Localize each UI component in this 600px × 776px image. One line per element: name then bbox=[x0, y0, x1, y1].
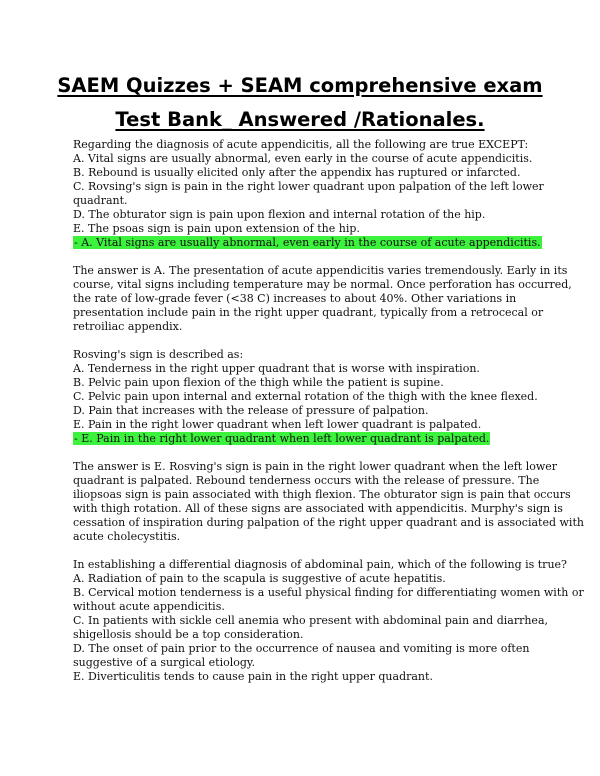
document-title-line-1: SAEM Quizzes + SEAM comprehensive exam bbox=[57, 74, 543, 97]
q1-option-e: E. The psoas sign is pain upon extension of the hip. bbox=[73, 222, 360, 235]
q2-answer-highlight: - E. Pain in the right lower quadrant when left lower quadrant is palpated. bbox=[74, 432, 490, 445]
q2-rationale-line: cessation of inspiration during palpation of the right upper quadrant and is associated with bbox=[73, 516, 584, 529]
q2-rationale-line: The answer is E. Rosving's sign is pain in the right lower quadrant when the left lower bbox=[73, 460, 558, 473]
q2-rationale-line: quadrant is palpated. Rebound tenderness occurs with the release of pressure. The bbox=[73, 474, 540, 487]
q3-option-b-cont: without acute appendicitis. bbox=[73, 600, 225, 613]
document-title-line-2: Test Bank_ Answered /Rationales. bbox=[115, 108, 485, 131]
q3-option-a: A. Radiation of pain to the scapula is suggestive of acute hepatitis. bbox=[73, 572, 446, 585]
q1-option-c: C. Rovsing's sign is pain in the right lower quadrant upon palpation of the left lower bbox=[73, 180, 544, 193]
q3-option-c: C. In patients with sickle cell anemia who present with abdominal pain and diarrhea, bbox=[73, 614, 548, 627]
q2-option-e: E. Pain in the right lower quadrant when left lower quadrant is palpated. bbox=[73, 418, 482, 431]
q2-option-c: C. Pelvic pain upon internal and external rotation of the thigh with the knee flexed. bbox=[73, 390, 538, 403]
q1-rationale-line: retroiliac appendix. bbox=[73, 320, 183, 333]
q3-option-c-cont: shigellosis should be a top consideration. bbox=[73, 628, 304, 641]
q2-option-d: D. Pain that increases with the release of pressure of palpation. bbox=[73, 404, 429, 417]
q3-stem: In establishing a differential diagnosis of abdominal pain, which of the following is true? bbox=[73, 558, 567, 571]
q2-rationale-line: acute cholecystitis. bbox=[73, 530, 181, 543]
q3-option-e: E. Diverticulitis tends to cause pain in the right upper quadrant. bbox=[73, 670, 433, 683]
q2-rationale-line: with thigh rotation. All of these signs are associated with appendicitis. Murphy's sign is bbox=[73, 502, 563, 515]
q1-option-b: B. Rebound is usually elicited only after the appendix has ruptured or infarcted. bbox=[73, 166, 521, 179]
q2-stem: Rosving's sign is described as: bbox=[73, 348, 244, 361]
q3-option-d: D. The onset of pain prior to the occurrence of nausea and vomiting is more often bbox=[73, 642, 530, 655]
q1-rationale-line: course, vital signs including temperature may be normal. Once perforation has occurred, bbox=[73, 278, 572, 291]
q1-rationale-line: the rate of low-grade fever (<38 C) increases to about 40%. Other variations in bbox=[73, 292, 517, 305]
q1-rationale-line: presentation include pain in the right upper quadrant, typically from a retrocecal or bbox=[73, 306, 544, 319]
q3-option-d-cont: suggestive of a surgical etiology. bbox=[73, 656, 256, 669]
q1-rationale-line: The answer is A. The presentation of acute appendicitis varies tremendously. Early in its bbox=[73, 264, 568, 277]
q1-option-c-cont: quadrant. bbox=[73, 194, 128, 207]
q1-stem: Regarding the diagnosis of acute appendicitis, all the following are true EXCEPT: bbox=[73, 138, 529, 151]
q3-option-b: B. Cervical motion tenderness is a useful physical finding for differentiating women with or bbox=[73, 586, 584, 599]
q2-option-b: B. Pelvic pain upon flexion of the thigh while the patient is supine. bbox=[73, 376, 444, 389]
q2-option-a: A. Tenderness in the right upper quadrant that is worse with inspiration. bbox=[73, 362, 480, 375]
q2-rationale-line: iliopsoas sign is pain associated with thigh flexion. The obturator sign is pain that occurs bbox=[73, 488, 571, 501]
q1-option-d: D. The obturator sign is pain upon flexion and internal rotation of the hip. bbox=[73, 208, 486, 221]
document-body bbox=[73, 138, 584, 684]
q1-option-a: A. Vital signs are usually abnormal, even early in the course of acute appendicitis. bbox=[73, 152, 533, 165]
q1-answer-highlight: - A. Vital signs are usually abnormal, even early in the course of acute appendicitis. bbox=[74, 236, 541, 249]
